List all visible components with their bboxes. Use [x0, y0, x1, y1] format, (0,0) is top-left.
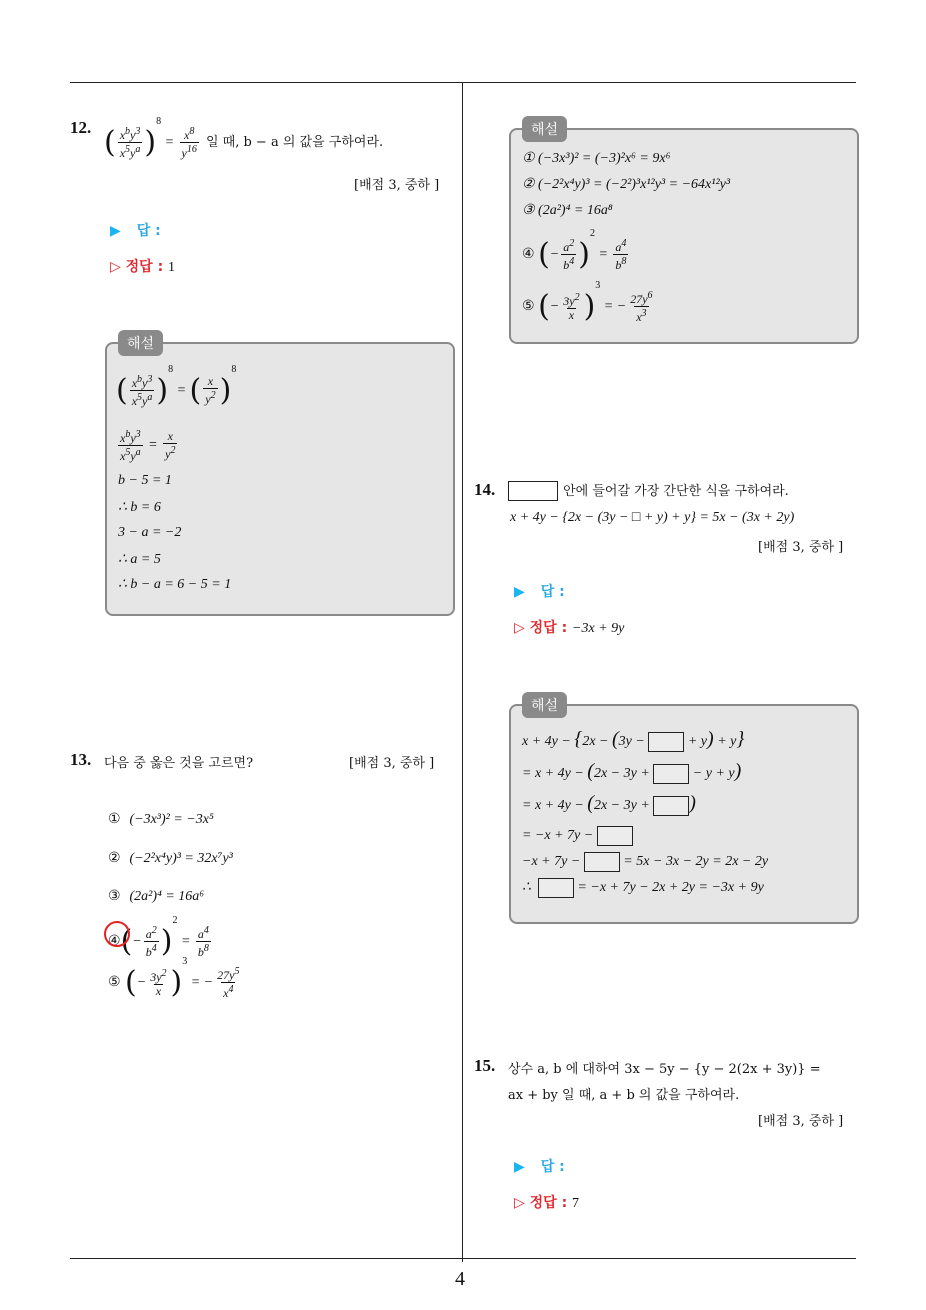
play-icon: ▶	[514, 584, 525, 600]
play-icon: ▶	[110, 223, 121, 239]
q13-option-1[interactable]: ① (−3x³)² = −3x⁵	[108, 811, 214, 827]
q13-option-3[interactable]: ③ (2a²)⁴ = 16a⁶	[108, 888, 205, 904]
q14-solution-step6: ∴ = −x + 7y − 2x + 2y = −3x + 9y	[522, 878, 764, 898]
q14-stem: 안에 들어갈 가장 간단한 식을 구하여라.	[508, 480, 789, 501]
q15-answer-label: ▶ 답 :	[514, 1159, 565, 1175]
q14-solution-step2: = x + 4y − (2x − 3y + − y + y)	[522, 760, 742, 782]
q12-correct-answer: ▷ 정답 : 1	[110, 259, 176, 275]
q12-stem	[104, 116, 383, 160]
q13-solution-line4: ④ (− $\frac{a^2}{b^4}$ )$^2$ = $\frac{a^4}{b^8}$	[522, 228, 627, 273]
q14-number: 14.	[474, 480, 496, 499]
q14-solution-step5: −x + 7y − = 5x − 3x − 2y = 2x − 2y	[522, 852, 768, 872]
q13-solution-line: ① (−3x³)² = (−3)²x⁶ = 9x⁶	[522, 151, 671, 166]
q14-correct-answer: ▷ 정답 : −3x + 9y	[514, 620, 625, 636]
q12-score: [배점 3, 중하 ]	[354, 178, 440, 193]
q14-solution-step4: = −x + 7y −	[522, 826, 633, 846]
q13-selected-mark	[104, 921, 130, 947]
q12-expression: ( $\frac{x^by^3}{x^5y^a}$ )$^8$ = $\frac{x^8}{y^{16}}$	[104, 116, 197, 161]
q13-option-4[interactable]: ④(− $\frac{a^2}{b^4}$ )$^2$ = $\frac{a^4}{b^8}$	[108, 915, 209, 960]
q15-question-line1: 상수 a, b 에 대하여 3x − 5y − {y − 2(2x + 3y)} =	[508, 1062, 821, 1077]
play-icon: ▶	[514, 1159, 525, 1175]
q13-solution-line5: ⑤ (− $\frac{3y^2}{x}$ )$^3$ = − $\frac{27y^6}{x^3}$	[522, 280, 653, 325]
q12-solution-line: ∴ b = 6	[118, 500, 161, 515]
column-divider	[462, 82, 463, 1262]
page-number: 4	[455, 1268, 465, 1290]
q14-solution-tab: 해설	[522, 692, 567, 718]
q13-solution-tab: 해설	[522, 116, 567, 142]
q12-solution-step1: ( $\frac{x^by^3}{x^5y^a}$ )$^8$ = ( $\frac{x}{y^2}$ )$^8$	[116, 364, 237, 409]
q12-solution-line: ∴ b − a = 6 − 5 = 1	[118, 577, 232, 592]
q12-question-text: 일 때, b − a 의 값을 구하여라.	[205, 135, 384, 150]
q14-equation: x + 4y − {2x − (3y − □ + y) + y} = 5x − (3x + 2y)	[510, 510, 795, 525]
q12-solution-line: ∴ a = 5	[118, 552, 161, 567]
q12-solution-tab: 해설	[118, 330, 163, 356]
q15-correct-answer: ▷ 정답 : 7	[514, 1195, 580, 1211]
q14-blank-box	[508, 481, 558, 501]
q12-solution-step2: $\frac{x^by^3}{x^5y^a}$ = $\frac{x}{y^2}$	[120, 429, 176, 463]
q12-answer-label: ▶ 답 :	[110, 223, 161, 239]
q14-solution-step1: x + 4y − {2x − (3y − + y) + y}	[522, 728, 745, 750]
q14-solution-step3: = x + 4y − (2x − 3y + )	[522, 792, 696, 814]
q13-solution-line: ③ (2a²)⁴ = 16a⁸	[522, 203, 613, 218]
bottom-rule	[70, 1258, 856, 1259]
top-rule	[70, 82, 856, 83]
q15-number: 15.	[474, 1056, 496, 1075]
q13-solution-line: ② (−2²x⁴y)³ = (−2²)³x¹²y³ = −64x¹²y³	[522, 177, 731, 192]
q12-number: 12.	[70, 118, 92, 137]
q12-solution-line: b − 5 = 1	[118, 473, 172, 488]
q15-score: [배점 3, 중하 ]	[758, 1114, 844, 1129]
q13-option-2[interactable]: ② (−2²x⁴y)³ = 32x⁷y³	[108, 850, 233, 866]
q14-score: [배점 3, 중하 ]	[758, 540, 844, 555]
q14-answer-label: ▶ 답 :	[514, 584, 565, 600]
q13-score: [배점 3, 중하 ]	[349, 756, 435, 771]
q13-question-text: 다음 중 옳은 것을 고르면?	[104, 756, 254, 771]
q12-solution-line: 3 − a = −2	[118, 525, 182, 540]
q15-question-line2: ax + by 일 때, a + b 의 값을 구하여라.	[508, 1088, 740, 1103]
q13-number: 13.	[70, 750, 92, 769]
q13-option-5[interactable]: ⑤ (− $\frac{3y^2}{x}$ )$^3$ = − $\frac{27y^5}{x^4}$	[108, 956, 240, 1001]
